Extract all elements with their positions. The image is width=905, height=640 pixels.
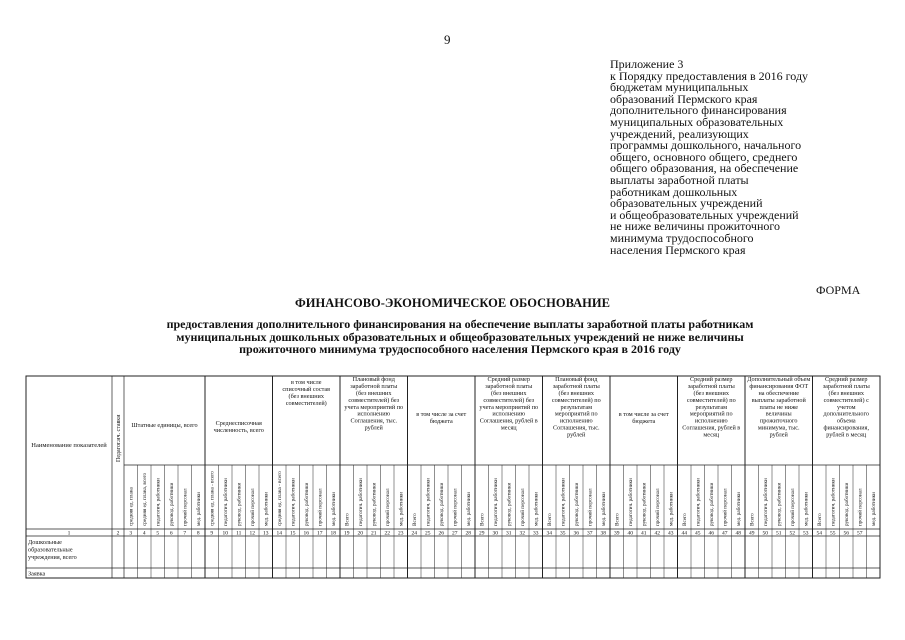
- subcolumn-header: педагогич. работники: [358, 478, 365, 526]
- column-number: 19: [344, 530, 350, 537]
- column-number: 42: [654, 530, 660, 537]
- column-number: 16: [303, 530, 309, 537]
- subcolumn-header: руковод. работники: [641, 482, 648, 526]
- column-number: 56: [843, 530, 849, 537]
- column-number: 57: [857, 530, 863, 537]
- column-number: 48: [735, 530, 741, 537]
- subcolumn-header: средняя ед. плана, всего: [142, 472, 149, 526]
- subcolumn-header: прочий персонал: [722, 488, 729, 526]
- form-label: ФОРМА: [816, 283, 861, 297]
- subcolumn-header: Всего: [682, 513, 689, 526]
- subcolumn-header: Всего: [547, 513, 554, 526]
- column-number: 53: [803, 530, 809, 537]
- subcolumn-header: прочий персонал: [250, 488, 257, 526]
- column-number: 4: [142, 530, 146, 537]
- group-header: Дополнительный объем финансирования ФОТ на обеспечение выплаты заработной платы не ниже величины прожиточного минимума, тыс. рублей: [747, 376, 811, 439]
- subcolumn-header: педагогич. работники: [493, 478, 500, 526]
- subcolumn-header: руковод. работники: [506, 482, 513, 526]
- column-number: 12: [249, 530, 255, 537]
- group-header: Плановый фонд заработной платы (без внешних совместителей) по результатам мероприятий по исполнению Соглашения, тыс. рублей: [551, 376, 601, 439]
- subcolumn-header: мед. работники: [263, 492, 270, 526]
- column-number: 30: [492, 530, 498, 537]
- subcolumn-header: средняя ед. плана: [128, 487, 135, 526]
- subcolumn-header: педагогич. работники: [830, 478, 837, 526]
- subcolumn-header: педагогич. работники: [155, 478, 162, 526]
- subcolumn-header: руковод. работники: [236, 482, 243, 526]
- column-number: 49: [749, 530, 755, 537]
- column-number: 33: [533, 530, 539, 537]
- subcolumn-header: руковод. работники: [844, 482, 851, 526]
- column-number: 36: [573, 530, 579, 537]
- column-number: 29: [479, 530, 485, 537]
- pedagog-stavki-header: Педагог.ич. ставки: [116, 414, 123, 462]
- subcolumn-header: мед. работники: [466, 492, 473, 526]
- column-number: 40: [627, 530, 633, 537]
- table-frame: [26, 376, 880, 578]
- column-number: 3: [129, 530, 133, 537]
- subcolumn-header: Всего: [412, 513, 419, 526]
- column-number: 28: [465, 530, 471, 537]
- column-number: 34: [546, 530, 552, 537]
- column-number: 14: [276, 530, 282, 537]
- column-number: 26: [438, 530, 444, 537]
- column-number: 17: [317, 530, 323, 537]
- subcolumn-header: средняя ед. плана - всего: [209, 471, 216, 526]
- subcolumn-header: руковод. работники: [304, 482, 311, 526]
- subcolumn-header: мед. работники: [533, 492, 540, 526]
- column-number: 23: [398, 530, 404, 537]
- subcolumn-header: мед. работники: [331, 492, 338, 526]
- column-number: 35: [560, 530, 566, 537]
- column-number: 50: [762, 530, 768, 537]
- subcolumn-header: прочий персонал: [790, 488, 797, 526]
- group-header: Средний размер заработной платы (без внешних совместителей) по результатам мероприятий по исполнению Соглашения, рублей в месяц: [682, 376, 741, 439]
- subcolumn-header: прочий персонал: [587, 488, 594, 526]
- subcolumn-header: мед. работники: [736, 492, 743, 526]
- column-number: 1: [67, 530, 71, 537]
- column-number: 31: [506, 530, 512, 537]
- column-number: 9: [210, 530, 214, 537]
- subcolumn-header: руковод. работники: [169, 482, 176, 526]
- subcolumn-header: руковод. работники: [574, 482, 581, 526]
- column-number: 55: [830, 530, 836, 537]
- group-header: Средний размер заработной платы (без внешних совместителей) с учетом дополнительного объема финансирования, рублей в месяц: [822, 376, 870, 439]
- column-number: 6: [169, 530, 173, 537]
- subcolumn-header: руковод. работники: [709, 482, 716, 526]
- group-header: в том числе за счет бюджета: [416, 411, 467, 425]
- group-header: Штатные единицы, всего: [131, 422, 198, 429]
- group-header: Плановый фонд заработной платы (без внешних совместителей) без учета мероприятий по исполнению Соглашения, тыс. рублей: [344, 376, 404, 432]
- column-number: 37: [587, 530, 593, 537]
- column-number: 45: [695, 530, 701, 537]
- column-number: 27: [452, 530, 458, 537]
- column-number: 22: [384, 530, 390, 537]
- column-number: 39: [614, 530, 620, 537]
- page-number: 9: [444, 32, 451, 47]
- subcolumn-header: педагогич. работники: [425, 478, 432, 526]
- column-number: 24: [411, 530, 417, 537]
- column-number: 41: [641, 530, 647, 537]
- subcolumn-header: прочий персонал: [452, 488, 459, 526]
- subcolumn-header: прочий персонал: [520, 488, 527, 526]
- column-number: 43: [668, 530, 674, 537]
- column-number: 5: [156, 530, 160, 537]
- subcolumn-header: педагогич. работники: [628, 478, 635, 526]
- column-number: 11: [236, 530, 242, 537]
- subcolumn-header: педагогич. работники: [695, 478, 702, 526]
- subcolumn-header: руковод. работники: [776, 482, 783, 526]
- column-number: 21: [371, 530, 377, 537]
- column-number: 20: [357, 530, 363, 537]
- subcolumn-header: прочий персонал: [857, 488, 864, 526]
- group-header: Среднесписочная численность, всего: [213, 420, 264, 434]
- subcolumn-header: прочий персонал: [655, 488, 662, 526]
- subcolumn-header: прочий персонал: [182, 488, 189, 526]
- subcolumn-header: мед. работники: [398, 492, 405, 526]
- column-number: 52: [789, 530, 795, 537]
- column-number: 2: [116, 530, 120, 537]
- subcolumn-header: прочий персонал: [385, 488, 392, 526]
- subcolumn-header: педагогич. работники: [223, 478, 230, 526]
- column-number: 18: [330, 530, 336, 537]
- group-header: Средний размер заработной платы (без внешних совместителей) без учета мероприятий по исполнению Соглашения, рублей в месяц: [479, 376, 539, 432]
- subcolumn-header: мед. работники: [601, 492, 608, 526]
- group-header: в том числе за счет бюджета: [618, 411, 669, 425]
- column-number: 13: [263, 530, 269, 537]
- appendix-note: Приложение 3 к Порядку предоставления в 2016 году бюджетам муниципальных образований Пермского края дополнительного финансирования муниципальных образовательных учреждений, реализующих программы дошкольного, начального общего, основного общего, среднего общего образования, на обеспечение выплаты заработной платы работникам дошкольных образовательных учреждений и общеобразовательных учреждений не ниже величины прожиточного минимума трудоспособного населения Пермского края: [610, 57, 809, 257]
- column-number: 25: [425, 530, 431, 537]
- column-number: 32: [519, 530, 525, 537]
- column-number: 15: [290, 530, 296, 537]
- subcolumn-header: Всего: [344, 513, 351, 526]
- subcolumn-header: мед. работники: [803, 492, 810, 526]
- subcolumn-header: мед. работники: [196, 492, 203, 526]
- subcolumn-header: руковод. работники: [439, 482, 446, 526]
- column-number: 8: [196, 530, 200, 537]
- subcolumn-header: педагогич. работники: [763, 478, 770, 526]
- subcolumn-header: Всего: [749, 513, 756, 526]
- first-column-header: Наименование показателей: [31, 442, 107, 449]
- column-number: 46: [708, 530, 714, 537]
- column-number: 10: [222, 530, 228, 537]
- subcolumn-header: педагогич. работники: [290, 478, 297, 526]
- document-subtitle: предоставления дополнительного финансирования на обеспечение выплаты заработной платы работникам муниципальных дошкольных образовательных и общеобразовательных учреждений не ниже величины прожиточного минимума трудоспособного населения Пермского края в 2016 году: [166, 317, 754, 356]
- subcolumn-header: Всего: [817, 513, 824, 526]
- subcolumn-header: Всего: [479, 513, 486, 526]
- group-header: в том числе списочный состав (без внешних совместителей): [282, 379, 331, 407]
- row-label: Заявка: [28, 570, 46, 578]
- subcolumn-header: педагогич. работники: [560, 478, 567, 526]
- column-number: 54: [816, 530, 822, 537]
- document-title: ФИНАНСОВО-ЭКОНОМИЧЕСКОЕ ОБОСНОВАНИЕ: [295, 296, 610, 310]
- column-number: 38: [600, 530, 606, 537]
- subcolumn-header: прочий персонал: [317, 488, 324, 526]
- subcolumn-header: руковод. работники: [371, 482, 378, 526]
- row-label: Дошкольные образовательные учреждения, всего: [28, 539, 77, 562]
- subcolumn-header: средняя ед. плана - всего: [277, 471, 284, 526]
- column-number: 47: [722, 530, 728, 537]
- subcolumn-header: мед. работники: [871, 492, 878, 526]
- column-number: 7: [183, 530, 187, 537]
- subcolumn-header: мед. работники: [668, 492, 675, 526]
- column-number: 51: [776, 530, 782, 537]
- column-number: 44: [681, 530, 687, 537]
- subcolumn-header: Всего: [614, 513, 621, 526]
